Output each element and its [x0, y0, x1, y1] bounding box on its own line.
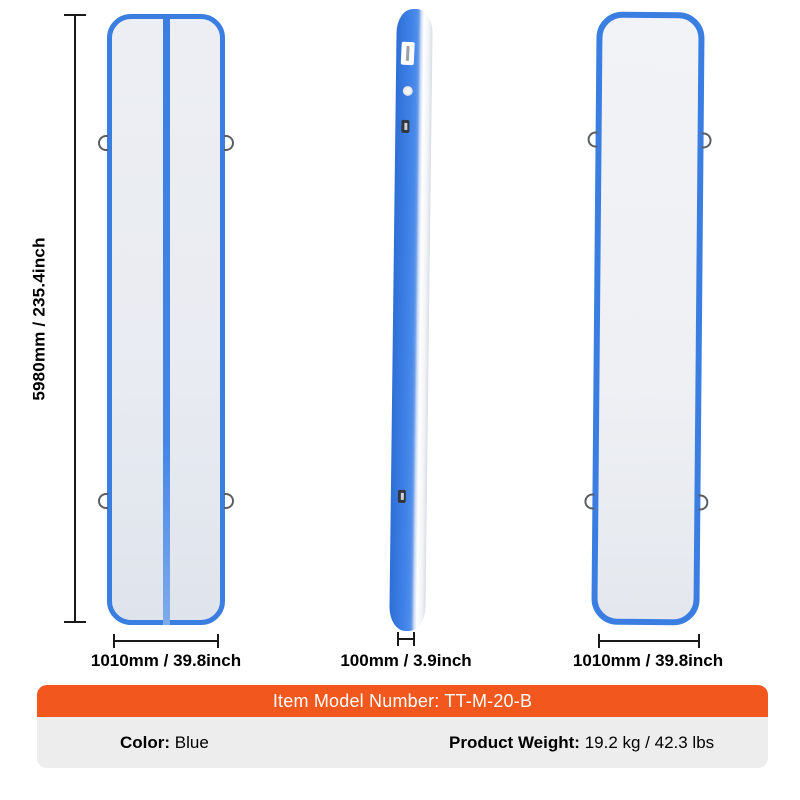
dimension-tick	[217, 634, 219, 648]
weight-spec-label: Product Weight:	[449, 732, 580, 752]
label-print	[406, 46, 410, 61]
strap-patch-icon	[398, 490, 406, 503]
strap-pin	[400, 493, 403, 500]
loop-handle-icon	[701, 132, 711, 148]
mat-top-view	[107, 14, 225, 625]
side-width-dimension	[397, 632, 415, 646]
loop-handle-icon	[587, 131, 597, 147]
center-stripe	[163, 14, 170, 625]
loop-handle-icon	[98, 135, 108, 151]
dimension-line	[598, 640, 700, 642]
side-width-label: 100mm / 3.9inch	[340, 651, 472, 670]
dimension-tick	[413, 632, 415, 646]
model-number-banner	[37, 685, 768, 717]
color-spec-label: Color:	[120, 732, 171, 752]
bottom-width-dimension	[598, 634, 700, 648]
mat-bottom-view	[591, 12, 704, 626]
dimension-tick	[698, 634, 700, 648]
top-width-dimension	[113, 634, 219, 648]
height-dimension-line	[74, 15, 76, 622]
strap-patch-icon	[401, 120, 409, 133]
product-info-panel	[37, 685, 768, 768]
loop-handle-icon	[224, 493, 234, 509]
loop-handle-icon	[224, 135, 234, 151]
loop-handle-icon	[584, 493, 594, 509]
spec-row	[37, 717, 768, 768]
color-spec	[120, 733, 209, 753]
weight-spec	[449, 733, 714, 753]
air-valve-icon	[403, 86, 413, 96]
dimension-line	[113, 640, 219, 642]
model-number-text: Item Model Number: TT-M-20-B	[272, 690, 533, 711]
color-spec-value: Blue	[174, 732, 209, 752]
bottom-width-label: 1010mm / 39.8inch	[572, 651, 724, 670]
loop-handle-icon	[698, 494, 708, 510]
label-patch-icon	[401, 42, 415, 66]
weight-spec-value: 19.2 kg / 42.3 lbs	[584, 732, 715, 752]
top-width-label: 1010mm / 39.8inch	[90, 651, 242, 670]
strap-pin	[404, 123, 407, 130]
loop-handle-icon	[98, 493, 108, 509]
height-dimension-label: 5980mm / 235.4inch	[30, 236, 49, 401]
height-dimension	[8, 15, 72, 622]
mat-side-view	[389, 9, 433, 631]
